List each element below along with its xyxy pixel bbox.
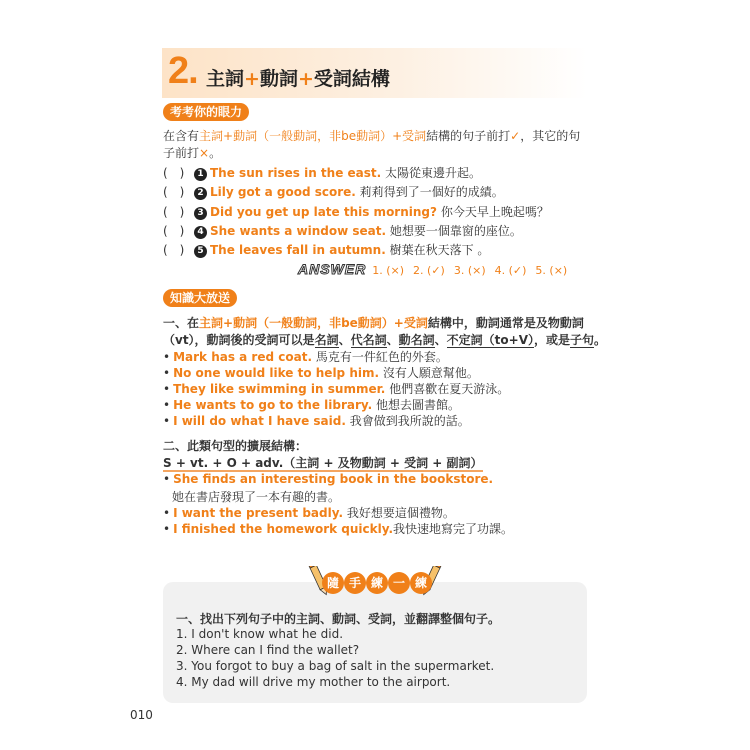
para-text: 、 (338, 333, 351, 347)
number-badge: 3 (194, 207, 207, 220)
answer-blank[interactable]: ( ) (163, 166, 185, 180)
answer-item: 1. (×) (372, 264, 405, 277)
page-title (206, 64, 390, 91)
practice-item: 3. You forgot to buy a bag of salt in the supermarket. (176, 659, 495, 673)
bullet-icon: • (163, 366, 171, 380)
intro-text: 結構的句子前打 (426, 129, 511, 143)
quiz-item (163, 203, 549, 220)
answer-item: 5. (×) (535, 264, 568, 277)
quiz-sentence-zh: 太陽從東邊升起。 (385, 166, 482, 180)
answer-blank[interactable]: ( ) (163, 224, 185, 238)
example-zh: 我好想要這個禮物。 (346, 506, 455, 520)
check-icon: ✓ (510, 129, 521, 143)
answer-blank[interactable]: ( ) (163, 243, 185, 257)
knowledge-para-1-line-1 (163, 314, 584, 331)
number-badge: 2 (194, 187, 207, 200)
knowledge-para-1-line-2 (163, 331, 606, 348)
quiz-item (163, 183, 504, 200)
example-en: No one would like to help him. (173, 366, 380, 380)
example-item (163, 504, 455, 521)
bullet-icon: • (163, 506, 171, 520)
practice-item: 4. My dad will drive my mother to the airport. (176, 675, 451, 689)
example-item (163, 472, 493, 486)
example-zh-line: 她在書店發現了一本有趣的書。 (172, 490, 341, 504)
example-item (163, 520, 513, 537)
practice-header (300, 566, 450, 600)
page-number: 010 (130, 708, 153, 722)
knowledge-section-pill: 知識大放送 (163, 289, 237, 307)
quiz-sentence-zh: 你今天早上晚起嗎？ (440, 205, 549, 219)
example-en: She finds an interesting book in the bookstore. (173, 472, 494, 486)
quiz-sentence-en: Lily got a good score. (210, 185, 356, 199)
example-item (163, 396, 460, 413)
answer-item: 2. (✓) (413, 264, 445, 277)
title-subject: 主詞 (206, 68, 245, 90)
bullet-icon: • (163, 414, 171, 428)
answer-key (298, 261, 576, 277)
para-text: ，或是 (533, 333, 570, 347)
formula-line (163, 454, 483, 471)
quiz-item (163, 241, 489, 258)
para-text: 、 (386, 333, 399, 347)
example-item (163, 364, 479, 381)
bullet-icon: • (163, 382, 171, 396)
object-type-clause: 子句 (570, 333, 595, 347)
quiz-sentence-zh: 她想要一個靠窗的座位。 (389, 224, 522, 238)
title-verb: 動詞 (259, 68, 298, 90)
bullet-icon: • (163, 350, 171, 364)
knowledge-para-2-heading: 二、此類句型的擴展結構： (163, 439, 308, 453)
quiz-sentence-en: The leaves fall in autumn. (210, 243, 386, 257)
header-char: 練 (410, 572, 432, 594)
example-en: I finished the homework quickly. (173, 522, 394, 536)
object-type-infinitive: 不定詞（to+V） (446, 333, 534, 347)
example-zh: 他們喜歡在夏天游泳。 (389, 382, 510, 396)
number-badge: 5 (194, 245, 207, 258)
quiz-sentence-en: She wants a window seat. (210, 224, 387, 238)
answer-logo: ANSWER (298, 261, 367, 277)
title-object: 受詞結構 (313, 68, 390, 90)
section-number: 2. (168, 50, 198, 92)
example-en: They like swimming in summer. (173, 382, 386, 396)
example-en: I want the present badly. (173, 506, 344, 520)
para-structure: 主詞+動詞（一般動詞，非be動詞）+受詞 (199, 316, 428, 330)
practice-item: 2. Where can I find the wallet? (176, 643, 360, 657)
example-zh: 沒有人願意幫他。 (382, 366, 479, 380)
example-en: I will do what I have said. (173, 414, 346, 428)
quiz-item (163, 164, 481, 181)
intro-text: ，其它的句 (520, 129, 581, 143)
example-en: Mark has a red coat. (173, 350, 313, 364)
object-type-noun: 名詞 (314, 333, 339, 347)
intro-text: 在含有 (163, 129, 200, 143)
number-badge: 1 (194, 168, 207, 181)
object-type-pronoun: 代名詞 (350, 333, 387, 347)
intro-text: 。 (209, 146, 222, 160)
answer-item: 4. (✓) (494, 264, 527, 277)
quiz-intro-line-1 (163, 127, 580, 144)
quiz-item (163, 222, 522, 239)
header-char: 隨 (322, 572, 344, 594)
para-text: 、 (434, 333, 447, 347)
example-zh: 我快速地寫完了功課。 (393, 522, 514, 536)
example-zh: 我會做到我所說的話。 (349, 414, 470, 428)
example-zh: 馬克有一件紅色的外套。 (315, 350, 448, 364)
practice-item: 1. I don't know what he did. (176, 627, 344, 641)
quiz-sentence-en: The sun rises in the east. (210, 166, 382, 180)
example-item (163, 348, 448, 365)
header-char: 練 (366, 572, 388, 594)
bullet-icon: • (163, 398, 171, 412)
para-text: 結構中，動詞通常是及物動詞 (427, 316, 584, 330)
title-plus-2: + (297, 68, 314, 90)
quiz-sentence-zh: 莉莉得到了一個好的成績。 (359, 185, 504, 199)
quiz-intro-line-2 (163, 144, 221, 161)
quiz-sentence-en: Did you get up late this morning? (210, 205, 437, 219)
cross-icon: × (199, 146, 210, 160)
title-plus-1: + (244, 68, 260, 90)
answer-item: 3. (×) (453, 264, 486, 277)
para-text: 。 (594, 333, 607, 347)
object-type-gerund: 動名詞 (398, 333, 435, 347)
bullet-icon: • (163, 472, 171, 486)
quiz-sentence-zh: 樹葉在秋天落下 。 (389, 243, 490, 257)
quiz-section-pill: 考考你的眼力 (163, 103, 249, 121)
header-char: 手 (344, 572, 366, 594)
bullet-icon: • (163, 522, 171, 536)
answer-blank[interactable]: ( ) (163, 205, 185, 219)
header-char: 一 (388, 572, 410, 594)
number-badge: 4 (194, 226, 207, 239)
example-zh: 他想去圖書館。 (376, 398, 461, 412)
answer-blank[interactable]: ( ) (163, 185, 185, 199)
para-text: 一、在 (163, 316, 200, 330)
practice-instruction: 一、找出下列句子中的主詞、動詞、受詞，並翻譯整個句子。 (176, 612, 501, 626)
example-item (163, 412, 470, 429)
example-en: He wants to go to the library. (173, 398, 373, 412)
intro-text: 子前打 (163, 146, 200, 160)
para-text: （vt），動詞後的受詞可以是 (163, 333, 315, 347)
formula: S + vt. + O + adv.（主詞 + 及物動詞 + 受詞 + 副詞） (163, 456, 483, 470)
intro-structure: 主詞+動詞（一般動詞，非be動詞）+受詞 (199, 129, 427, 143)
example-item (163, 380, 509, 397)
